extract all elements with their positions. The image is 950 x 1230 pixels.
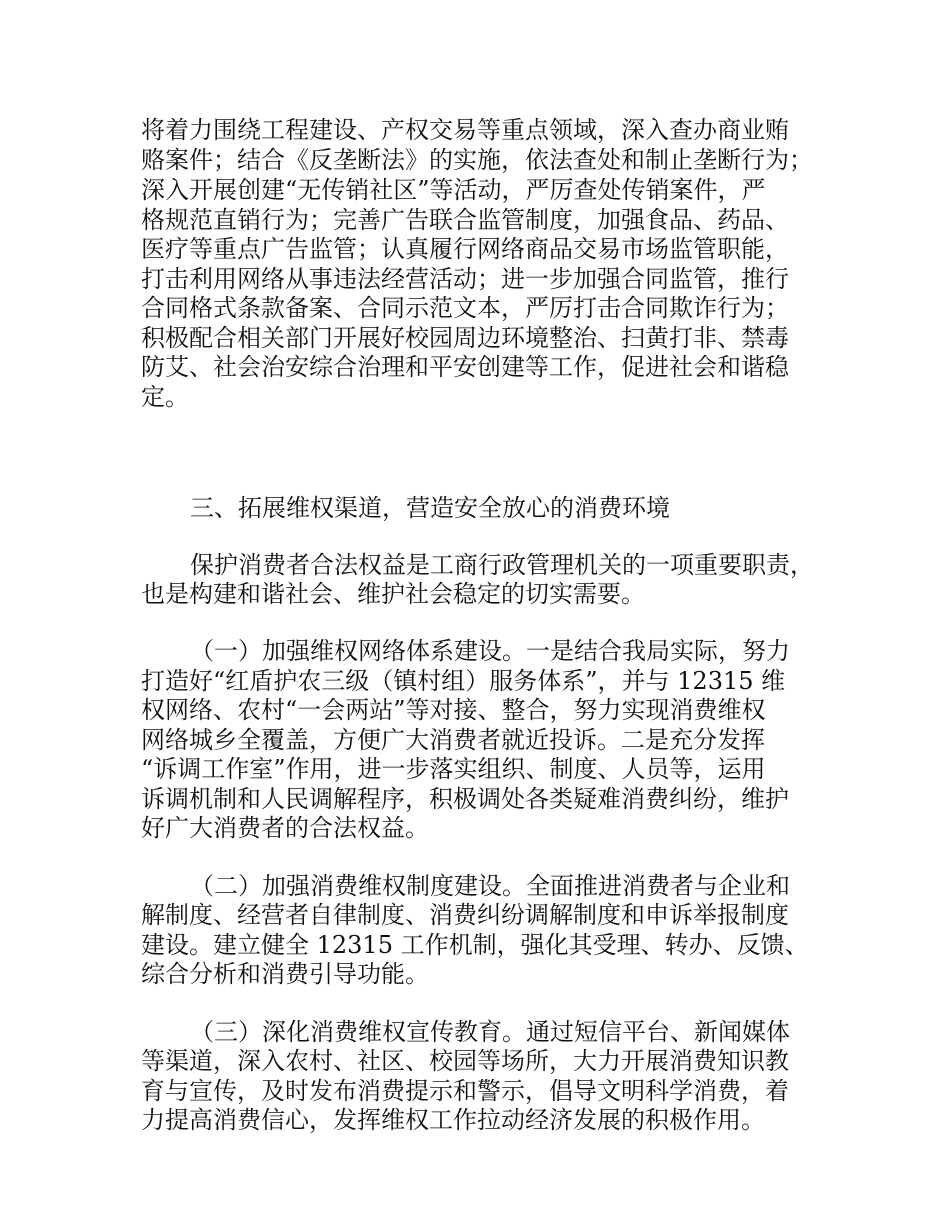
paragraph-line: （一）加强维权网络体系建设。一是结合我局实际，努力 [190,637,790,665]
paragraph-line: 也是构建和谐社会、维护社会稳定的切实需要。 [141,580,645,608]
paragraph-line: 好广大消费者的合法权益。 [141,814,429,842]
paragraph-line: 打造好“红盾护农三级（镇村组）服务体系”，并与 12315 维 [141,667,786,695]
paragraph-line: 赂案件；结合《反垄断法》的实施，依法查处和制止垄断行为； [141,146,813,174]
section-heading: 三、拓展维权渠道，营造安全放心的消费环境 [190,494,670,522]
paragraph-line: 建设。建立健全 12315 工作机制，强化其受理、转办、反馈、 [141,931,809,959]
paragraph-line: 将着力围绕工程建设、产权交易等重点领域，深入查办商业贿 [141,116,789,144]
paragraph-line: 积极配合相关部门开展好校园周边环境整治、扫黄打非、禁毒 [141,324,789,352]
paragraph-line: 力提高消费信心，发挥维权工作拉动经济发展的积极作用。 [141,1106,765,1134]
paragraph-line: 打击利用网络从事违法经营活动；进一步加强合同监管，推行 [141,265,789,293]
paragraph-line: 格规范直销行为；完善广告联合监管制度，加强食品、药品、 [141,206,789,234]
paragraph-line: 网络城乡全覆盖，方便广大消费者就近投诉。二是充分发挥 [141,726,765,754]
paragraph-line: （三）深化消费维权宣传教育。通过短信平台、新闻媒体 [190,1018,790,1046]
paragraph-line: 保护消费者合法权益是工商行政管理机关的一项重要职责， [190,551,814,579]
paragraph-line: 医疗等重点广告监管；认真履行网络商品交易市场监管职能， [141,235,789,263]
paragraph-line: 合同格式条款备案、合同示范文本，严厉打击合同欺诈行为； [141,294,789,322]
paragraph-line: 诉调机制和人民调解程序，积极调处各类疑难消费纠纷，维护 [141,785,789,813]
paragraph-line: 育与宣传，及时发布消费提示和警示，倡导文明科学消费，着 [141,1077,789,1105]
paragraph-line: 防艾、社会治安综合治理和平安创建等工作，促进社会和谐稳 [141,353,789,381]
paragraph-line: 综合分析和消费引导功能。 [141,960,429,988]
paragraph-line: 深入开展创建“无传销社区”等活动，严厉查处传销案件，严 [141,176,766,204]
paragraph-line: 定。 [141,383,189,411]
paragraph-line: “诉调工作室”作用，进一步落实组织、制度、人员等，运用 [141,755,766,783]
paragraph-line: 解制度、经营者自律制度、消费纠纷调解制度和申诉举报制度 [141,901,789,929]
paragraph-line: （二）加强消费维权制度建设。全面推进消费者与企业和 [190,872,790,900]
paragraph-line: 权网络、农村“一会两站”等对接、整合，努力实现消费维权 [141,696,766,724]
paragraph-line: 等渠道，深入农村、社区、校园等场所，大力开展消费知识教 [141,1047,789,1075]
